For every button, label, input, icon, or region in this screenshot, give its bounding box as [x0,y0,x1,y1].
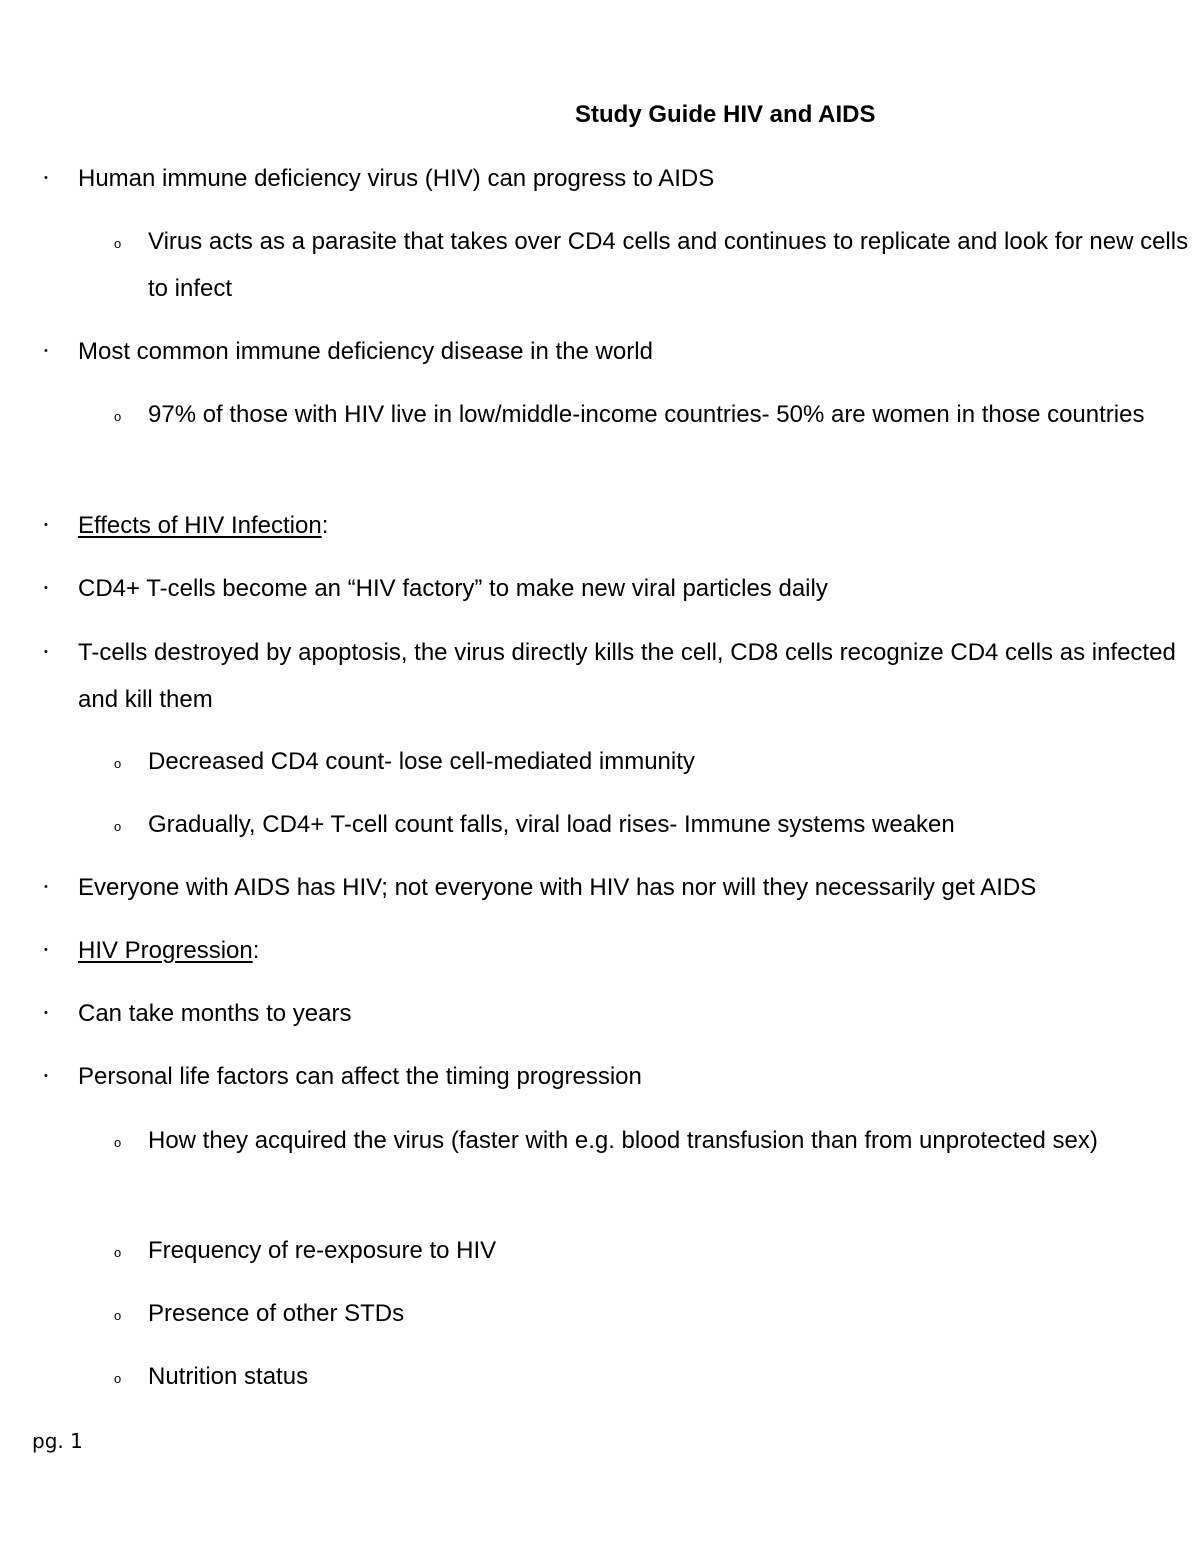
bullet-item [44,990,1200,1037]
bullet-icon: • [44,345,48,357]
document-title: Study Guide HIV and AIDS [575,101,876,128]
sub-bullet-text: Nutrition status [148,1363,309,1390]
sub-bullet-icon: o [114,756,122,771]
heading-colon: : [252,937,260,964]
sub-bullet-icon: o [114,1135,122,1150]
bullet-icon: • [44,519,48,531]
sub-bullet-item [114,218,1193,312]
heading-colon: : [321,512,329,539]
sub-bullet-icon: o [114,1371,122,1386]
sub-bullet-text: How they acquired the virus (faster with e.g. blood transfusion than from unprotected sex) [148,1127,1098,1154]
bullet-icon: • [44,881,48,893]
bullet-item [44,1053,1200,1100]
sub-bullet-item [114,1290,1193,1337]
bullet-text: Everyone with AIDS has HIV; not everyone with HIV has nor will they necessarily get AIDS [78,874,1037,901]
sub-bullet-text: Frequency of re-exposure to HIV [148,1237,497,1264]
page-number: pg. 1 [32,1429,83,1453]
sub-bullet-icon: o [114,1308,122,1323]
sub-bullet-icon: o [114,236,122,251]
sub-bullet-text: Virus acts as a parasite that takes over CD4 cells and continues to replicate and look for new cells to infect [148,228,1189,302]
bullet-icon: • [44,1007,48,1019]
sub-bullet-text: 97% of those with HIV live in low/middle-income countries- 50% are women in those countries [148,401,1145,428]
sub-bullet-item [114,1117,1193,1164]
bullet-icon: • [44,646,48,658]
bullet-icon: • [44,1070,48,1082]
bullet-text: T-cells destroyed by apoptosis, the virus directly kills the cell, CD8 cells recognize CD4 cells as infected and kill them [78,639,1176,713]
sub-bullet-text: Gradually, CD4+ T-cell count falls, viral load rises- Immune systems weaken [148,811,955,838]
bullet-icon: • [44,172,48,184]
sub-bullet-text: Presence of other STDs [148,1300,405,1327]
sub-bullet-item [114,801,1193,848]
bullet-text: Human immune deficiency virus (HIV) can progress to AIDS [78,165,715,192]
bullet-item [44,565,1200,612]
sub-bullet-text: Decreased CD4 count- lose cell-mediated immunity [148,748,695,775]
bullet-item [44,155,1200,202]
sub-bullet-icon: o [114,819,122,834]
bullet-item [44,629,1200,723]
bullet-text: Can take months to years [78,1000,352,1027]
section-heading-item [44,927,1200,974]
sub-bullet-item [114,738,1193,785]
bullet-item [44,864,1200,911]
bullet-text: Personal life factors can affect the timing progression [78,1063,642,1090]
bullet-text: Most common immune deficiency disease in the world [78,338,653,365]
bullet-text: CD4+ T-cells become an “HIV factory” to make new viral particles daily [78,575,828,602]
sub-bullet-item [114,1227,1193,1274]
sub-bullet-item [114,391,1193,438]
section-heading: HIV Progression [78,937,253,964]
bullet-icon: • [44,582,48,594]
bullet-item [44,328,1200,375]
section-heading: Effects of HIV Infection [78,512,322,539]
sub-bullet-icon: o [114,409,122,424]
bullet-icon: • [44,944,48,956]
sub-bullet-icon: o [114,1245,122,1260]
sub-bullet-item [114,1353,1193,1400]
section-heading-item [44,502,1200,549]
